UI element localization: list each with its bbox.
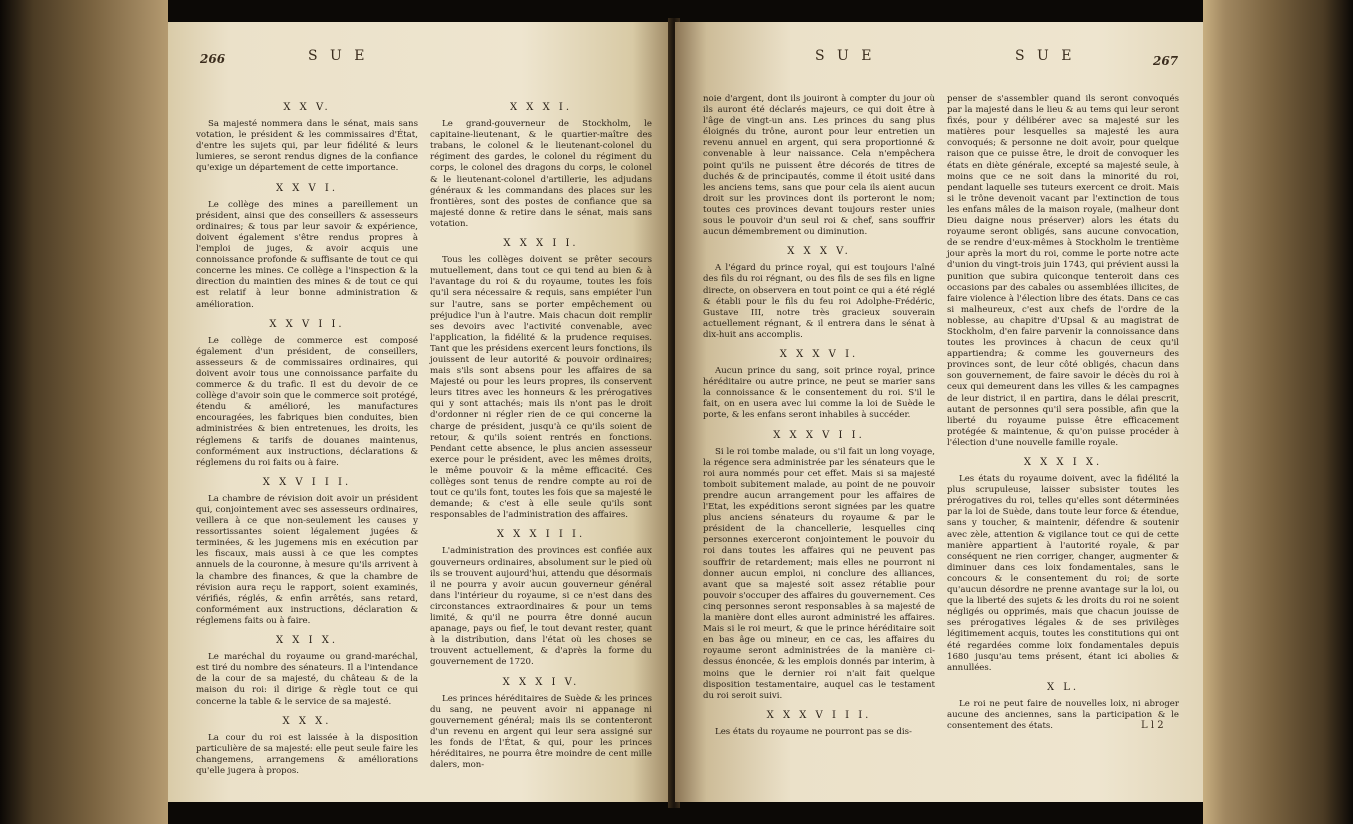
article-text: noie d'argent, dont ils jouiront à compter du jour où ils auront été déclarés majeurs, ce qui doit être à l'âge de vingt-un ans. Les princes du sang plus éloignés du trône, auront pour leur entretien un revenu annuel en argent, qui sera proportionné & convenable à leur naissance. Cela n'empêchera point qu'ils ne puissent être décorés de titres de duchés & de principautés, comme il étoit usité dans les anciens tems, sans que pour cela ils aient aucun droit sur les provinces dont ils porteront le nom; toutes ces provinces devant toujours rester unies sous le pouvoir d'un seul roi & chef, sans souffrir aucun démembrement ou diminution. [703,94,935,238]
article-heading: X X X I I I. [496,529,586,541]
article-text: L'administration des provinces est confiée aux gouverneurs ordinaires, absolument sur le pied où ils se trouvent aujourd'hui, attendu que désormais il ne pourra y avoir aucun gouverneur général dans l'intérieur du royaume, si ce n'est dans des circonstances extraordinaires & pour un tems limité, & qu'il ne pourra être donné aucun apanage, pays ou fief, le tout devant rester, quant à la distribution, dans l'état où les choses se trouvent actuellement, & d'après la forme du gouvernement de 1720. [430,546,652,668]
left-page-edges [0,0,168,824]
article-heading: X X V I I I. [262,476,352,488]
running-head-right-b: S U E [1015,48,1076,64]
article-heading: X X X I I. [503,238,579,250]
article-text: La chambre de révision doit avoir un président qui, conjointement avec ses assesseurs ordinaires, veillera à ce que non-seulement les causes y ressortissantes soient légalement jugées & terminées, & les jugemens mis en exécution par les fiscaux, mais aussi à ce que les comptes annuels de la couronne, à mesure qu'ils arrivent à la chambre des finances, & que la chambre de révision aura reçu le rapport, soient examinés, vérifiés, réglés, & enfin arrêtés, sans retard, conformément aux instructions, déclaration & réglemens faits ou à faire. [196,493,418,626]
article-heading: X X X. [282,715,332,727]
article-heading: X X X V. [787,246,851,258]
article-text: La cour du roi est laissée à la disposition particulière de sa majesté: elle peut seule faire les changemens, arrangemens & améliorations qu'elle jugera à propos. [196,732,418,776]
article-text: Tous les collèges doivent se prêter secours mutuellement, dans tout ce qui tend au bien & à l'avantage du roi & du royaume, toutes les fois qu'il sera nécessaire & requis, sans empiéter l'un sur l'autre, sans se porter empêchement ou préjudice l'un à l'autre. Mais chacun doit remplir ses devoirs avec l'activité convenable, avec l'application, la fidélité & la prudence requises. Tant que les présidens exercent leurs fonctions, ils jouissent de leur autorité & pouvoir ordinaires; mais s'ils sont absens pour les affaires de sa Majesté ou pour les leurs propres, ils conservent leurs titres avec les honneurs & les prérogatives qui y sont attachés; mais ils n'ont pas le droit d'ordonner ni régler rien de ce qui concerne la charge de président, jusqu'à ce qu'ils soient de retour, & qu'ils soient rentrés en fonctions. Pendant cette absence, le plus ancien assesseur exerce pour le président, avec les mêmes droits, le même pouvoir & la même efficacité. Ces collèges sont tenus de rendre compte au roi de tout ce qu'ils font, toutes les fois que sa majesté le demande; & c'est à elle seule qu'ils sont responsables de l'administration des affaires. [430,255,652,521]
article-heading: X X X I X. [1023,457,1103,468]
right-page [675,22,1203,802]
article-heading: X X X V I I I. [766,709,872,721]
article-text: Sa majesté nommera dans le sénat, mais sans votation, le président & les commissaires d'État, d'entre les sujets qui, par leur fidélité & leurs lumieres, se seront rendus dignes de la confiance qu'exige un département de cette importance. [196,119,418,174]
right-column-2 [947,94,1179,736]
article-text: Le roi ne peut faire de nouvelles loix, ni abroger aucune des anciennes, sans la participation & le consentement des états. [947,698,1179,732]
left-page [168,22,673,802]
left-column-2 [430,94,652,775]
running-head-left: S U E [308,48,369,64]
article-text: Le collège des mines a pareillement un président, ainsi que des conseillers & assesseurs ordinaires; & tous par leur savoir & expérience, doivent également s'être rendus propres à l'emploi de juges, & avoir acquis une connoissance profonde & suffisante de tout ce qui concerne les mines. Ce collège a l'inspection & la direction du maintien des mines & de tout ce qui est relatif à leur bonne administration & amélioration. [196,199,418,310]
article-text: Le grand-gouverneur de Stockholm, le capitaine-lieutenant, & le quartier-maître des trabans, le colonel & le lieutenant-colonel du régiment des gardes, le colonel du régiment du corps, le colonel des dragons du corps, le colonel & le lieutenant-colonel d'artillerie, les adjudans généraux & les commandans des places sur les frontières, sont des postes de confiance que sa majesté donne & retire dans le sénat, mais sans votation. [430,119,652,229]
article-heading: X X X I. [509,102,573,113]
article-heading: X X X I V. [502,676,580,688]
article-text: Le maréchal du royaume ou grand-maréchal, est tiré du nombre des sénateurs. Il a l'intendance de la cour de sa majesté, du château & de la maison du roi: il dirige & règle tout ce qui concerne la table & le service de sa majesté. [196,652,418,707]
article-heading: X X V I. [275,182,339,194]
article-heading: X X X V I. [779,348,859,360]
article-text: Le collège de commerce est composé également d'un président, de conseillers, assesseurs & de commissaires ordinaires, qui doivent avoir tous une connoissance parfaite du commerce & du trafic. Il est du devoir de ce collège d'avoir soin que le commerce soit protégé, étendu & amélioré, les manufactures encouragées, les fabriques bien conduites, bien administrées & bien entretenues, les droits, les réglemens & tarifs de douanes maintenus, conformément aux instructions, déclarations & réglemens du roi faits ou à faire. [196,335,418,468]
running-head-right-a: S U E [815,48,876,64]
article-text: Les princes héréditaires de Suède & les princes du sang, ne peuvent avoir ni appanage ni gouvernement général; mais ils se contenteront d'un revenu en argent qui leur sera assigné sur les fonds de l'État, & qui, pour les princes héréditaires, ne pourra être moindre de cent mille dalers, mon- [430,693,652,771]
signature-mark: L l 2 [1141,720,1164,731]
article-heading: X X V. [283,102,331,113]
article-heading: X X V I I. [269,318,345,330]
right-page-edges [1203,0,1353,824]
article-text: Les états du royaume doivent, avec la fidélité la plus scrupuleuse, laisser subsister toutes les prérogatives du roi, telles qu'elles sont déterminées par la loi de Suède, dans toute leur force & étendue, sans y toucher, & maintenir, défendre & soutenir avec zèle, attention & vigilance tout ce qui de cette manière appartient à l'autorité royale, & par conséquent ne rien corriger, changer, augmenter & diminuer dans ces loix fondamentales, sans le concours & le consentement du roi; de sorte qu'aucun désordre ne prenne avantage sur la loi, ou que la liberté des sujets & les droits du roi ne soient négligés ou opprimés, mais que chacun jouisse de ses prérogatives légales & de ses privilèges légitimement acquis, toutes les constitutions qui ont été regardées comme loix fondamentales depuis 1680 jusqu'au tems présent, étant ici abolies & annullées. [947,474,1179,673]
article-heading: X L. [1046,681,1080,693]
article-heading: X X X V I I. [773,429,865,441]
article-text: penser de s'assembler quand ils seront convoqués par la majesté dans le lieu & au tems qui leur seront fixés, pour y délibérer avec sa majesté sur les matières pour lesquelles sa majesté les aura convoqués; & personne ne doit avoir, pour quelque raison que ce puisse être, le droit de convoquer les états en diète générale, excepté sa majesté seule, à moins que ce ne soit dans la minorité du roi, pendant laquelle ses tuteurs exercent ce droit. Mais si le trône devenoit vacant par l'extinction de tous les enfans mâles de la maison royale, (malheur dont Dieu daigne nous préserver) alors les états du royaume seront obligés, sans aucune convocation, de se rendre d'eux-mêmes à Stockholm le trentième jour après la mort du roi, comme le porte notre acte d'union du vingt-trois juin 1743, qui prévient aussi la punition que subira quiconque tenteroit dans ces occasions par des cabales ou assemblées illicites, de faire violence à l'élection libre des états. Dans ce cas si malheureux, c'est aux chefs de l'ordre de la noblesse, au chapitre d'Upsal & au magistrat de Stockholm, d'en faire parvenir la connoissance dans toutes les provinces à chacun de ceux qu'il appartiendra; & comme les gouverneurs des provinces sont, de leur côté obligés, chacun dans son gouvernement, de faire savoir le décès du roi à ceux qui demeurent dans les villes & les campagnes de leur district, il en partira, dans le délai prescrit, autant de personnes qu'il sera possible, afin que la liberté du royaume puisse être efficacement protégée & maintenue, & qu'on puisse procéder à l'élection d'une nouvelle famille royale. [947,94,1179,448]
article-text: A l'égard du prince royal, qui est toujours l'aîné des fils du roi régnant, ou des fils de ses fils en ligne directe, on observera en tout point ce qui a été réglé & établi pour le fils du feu roi Adolphe-Frédéric, Gustave III, notre très gracieux souverain actuellement régnant, & il entrera dans le sénat à dix-huit ans accomplis. [703,263,935,340]
page-number-right: 267 [1153,54,1179,68]
right-column-1 [703,94,935,742]
article-heading: X X I X. [275,635,339,647]
page-number-left: 266 [200,52,226,66]
article-text: Si le roi tombe malade, ou s'il fait un long voyage, la régence sera administrée par les sénateurs que le roi aura nommés pour cet effet. Mais si sa majesté tomboit subitement malade, au point de ne pouvoir prendre aucun arrangement pour les affaires de l'Etat, les expéditions seront signées par les quatre plus anciens sénateurs du royaume & par le président de la chancellerie, lesquelles cinq personnes exerceront conjointement le pouvoir du roi dans toutes les affaires qui ne peuvent pas souffrir de retardement; mais elles ne pourront ni donner aucun emploi, ni conclure des alliances, avant que sa majesté soit assez rétablie pour pouvoir s'occuper des affaires du gouvernement. Ces cinq personnes seront responsables à sa majesté de la manière dont elles auront administré les affaires. Mais si le roi meurt, & que le prince héréditaire soit en bas âge ou mineur, en ce cas, les affaires du royaume seront administrées de la manière ci-dessus énoncée, & les emplois donnés par interim, à moins que le dernier roi n'ait fait quelque disposition testamentaire, auquel cas le testament du roi seroit suivi. [703,446,935,701]
article-text: Aucun prince du sang, soit prince royal, prince héréditaire ou autre prince, ne peut se marier sans la connoissance & le consentement du roi. S'il le fait, on en usera avec lui comme la loi de Suède le porte, & les enfans seront inhabiles à succéder. [703,366,935,421]
left-column-1 [196,94,418,781]
article-text: Les états du royaume ne pourront pas se dis- [715,726,912,737]
